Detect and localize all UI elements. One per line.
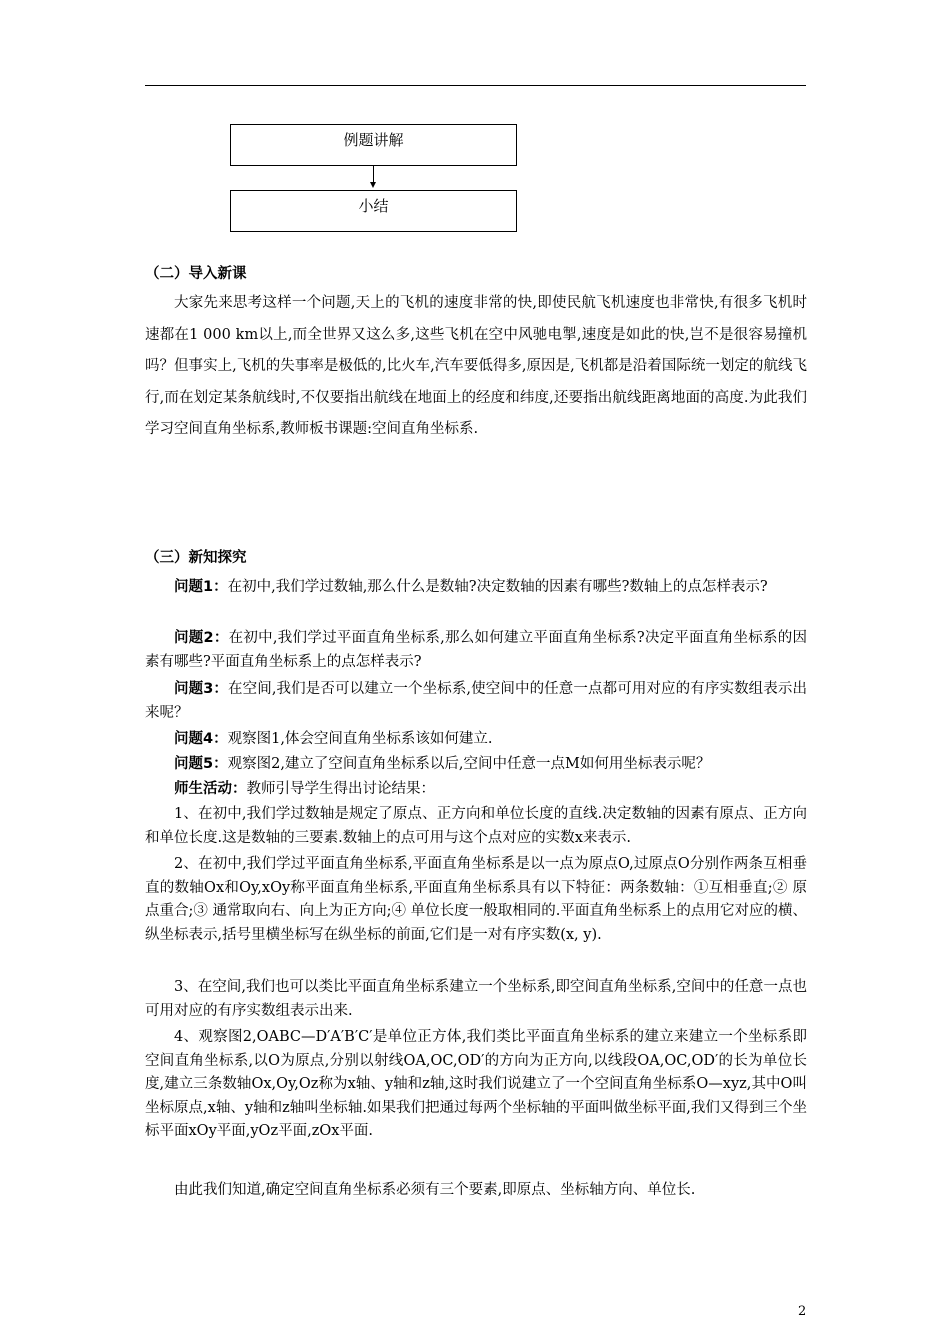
answer-1: 1、在初中,我们学过数轴是规定了原点、正方向和单位长度的直线.决定数轴的因素有原点、正方向和单位长度.这是数轴的三要素.数轴上的点可用与这个点对应的实数x来表示.	[145, 806, 807, 846]
flowchart-box-summary: 小结	[230, 190, 517, 232]
question-label: 问题5：	[174, 756, 228, 772]
question-text: 观察图1,体会空间直角坐标系该如何建立.	[227, 731, 493, 747]
section-heading-exploration: （三）新知探究	[145, 550, 247, 566]
arrow-down-icon	[370, 182, 376, 188]
answer-3: 3、在空间,我们也可以类比平面直角坐标系建立一个坐标系,即空间直角坐标系,空间中的任意一点也可用对应的有序实数组表示出来.	[145, 979, 807, 1019]
flowchart-box-examples: 例题讲解	[230, 124, 517, 166]
question-1	[145, 576, 807, 600]
question-text: 观察图2,建立了空间直角坐标系以后,空间中任意一点M如何用坐标表示呢？	[227, 756, 711, 772]
question-text: 在初中,我们学过平面直角坐标系,那么如何建立平面直角坐标系?决定平面直角坐标系的因素有哪些?平面直角坐标系上的点怎样表示?	[145, 630, 807, 670]
question-text: 在初中,我们学过数轴,那么什么是数轴?决定数轴的因素有哪些?数轴上的点怎样表示?	[227, 579, 768, 595]
question-4	[145, 728, 807, 752]
question-3	[145, 678, 807, 725]
question-label: 问题1：	[174, 579, 228, 595]
question-text: 在空间,我们是否可以建立一个坐标系,使空间中的任意一点都可用对应的有序实数组表示出来呢？	[145, 681, 807, 721]
question-5	[145, 753, 807, 777]
conclusion: 由此我们知道,确定空间直角坐标系必须有三个要素,即原点、坐标轴方向、单位长.	[174, 1182, 696, 1198]
header-rule	[145, 85, 806, 86]
question-label: 问题3：	[174, 681, 229, 697]
activity-label: 师生活动：	[174, 781, 247, 797]
question-label: 问题4：	[174, 731, 228, 747]
introduction-paragraph: 大家先来思考这样一个问题,天上的飞机的速度非常的快,即使民航飞机速度也非常快,有很多飞机时速都在1 000 km以上,而全世界又这么多,这些飞机在空中风驰电掣,速度是如此的快,岂不是很容易撞机吗？但事实上,飞机的失事率是极低的,比火车,汽车要低得多,原因是,飞机都是沿着国际统一划定的航线飞行,而在划定某条航线时,不仅要指出航线在地面上的经度和纬度,还要指出航线距离地面的高度.为此我们学习空间直角坐标系,教师板书课题:空间直角坐标系.	[145, 295, 807, 437]
page-number: 2	[798, 1304, 807, 1319]
answer-4: 4、观察图2,OABC—D′A′B′C′是单位正方体,我们类比平面直角坐标系的建立来建立一个坐标系即空间直角坐标系,以O为原点,分别以射线OA,OC,OD′的方向为正方向,以线段OA,OC,OD′的长为单位长度,建立三条数轴Ox,Oy,Oz称为x轴、y轴和z轴,这时我们说建立了一个空间直角坐标系O—xyz,其中O叫坐标原点,x轴、y轴和z轴叫坐标轴.如果我们把通过每两个坐标轴的平面叫做坐标平面,我们又得到三个坐标平面xOy平面,yOz平面,zOx平面.	[145, 1029, 807, 1139]
activity-text: 教师引导学生得出讨论结果：	[246, 781, 435, 797]
answer-2: 2、在初中,我们学过平面直角坐标系,平面直角坐标系是以一点为原点O,过原点O分别作两条互相垂直的数轴Ox和Oy,xOy称平面直角坐标系,平面直角坐标系具有以下特征：两条数轴：①互相垂直;② 原点重合;③ 通常取向右、向上为正方向;④ 单位长度一般取相同的.平面直角坐标系上的点用它对应的横、纵坐标表示,括号里横坐标写在纵坐标的前面,它们是一对有序实数(x, y).	[145, 856, 807, 943]
question-2	[145, 627, 807, 674]
question-label: 问题2：	[174, 630, 229, 646]
teacher-student-activity	[145, 778, 807, 802]
section-heading-introduction: （二）导入新课	[145, 266, 247, 282]
